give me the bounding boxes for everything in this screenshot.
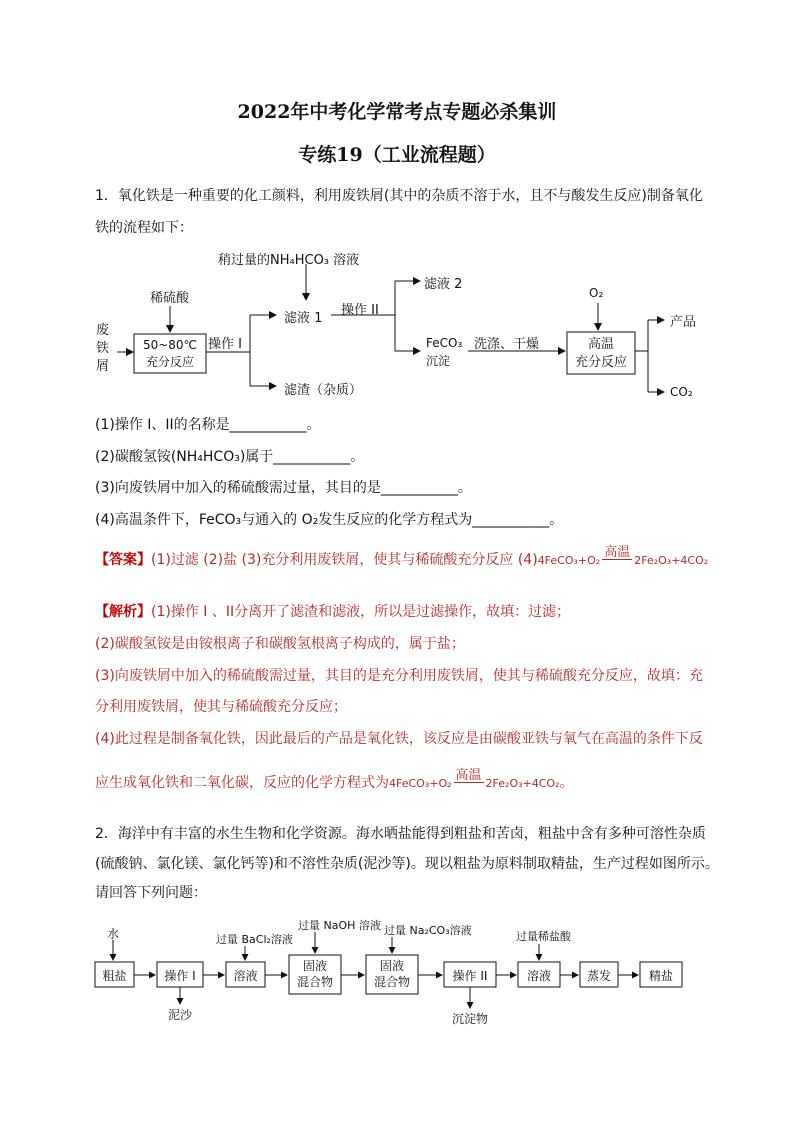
reagent-nh4hco3: 稍过量的NH₄HCO₃ 溶液 <box>218 253 360 268</box>
q1-sub-2: (2)碳酸氢铵(NH₄HCO₃)属于___________。 <box>95 449 365 465</box>
mud-label: 泥沙 <box>168 1008 193 1022</box>
mix2-label: 固液 混合物 <box>373 959 410 989</box>
q2-text-line3: 请回答下列问题： <box>95 885 207 901</box>
q1-sub-3: (3)向废铁屑中加入的稀硫酸需过量，其目的是___________。 <box>95 480 472 496</box>
hcl-label: 过量稀盐酸 <box>516 930 571 943</box>
q1-sub-1: (1)操作 I、II的名称是___________。 <box>95 417 321 433</box>
product-label: 产品 <box>670 315 697 330</box>
analysis-tag: 【解析】 <box>95 604 151 620</box>
q1-text-line2: 铁的流程如下： <box>95 220 193 236</box>
residue-label: 滤渣（杂质） <box>284 383 363 398</box>
analysis-line-4: 分利用废铁屑，使其与稀硫酸充分反应； <box>95 699 347 715</box>
q1-text-line1: 1．氧化铁是一种重要的化工颜料，利用废铁屑(其中的杂质不溶于水，且不与酸发生反应)制备氧化 <box>95 188 703 204</box>
q2-text-line1: 2．海洋中有丰富的水生生物和化学资源。海水晒盐能得到粗盐和苦卤，粗盐中含有多种可溶性杂质 <box>95 826 706 842</box>
water-label: 水 <box>107 927 120 941</box>
evaporate-label: 蒸发 <box>586 969 611 983</box>
waste-iron-label: 废 铁 屑 <box>96 323 110 374</box>
q1-sub-4: (4)高温条件下，FeCO₃与通入的 O₂发生反应的化学方程式为___________。 <box>95 512 564 528</box>
bacl2-label: 过量 BaCl₂溶液 <box>216 933 293 946</box>
analysis-equation-right: 2Fe₂O₃+4CO₂ <box>485 777 560 790</box>
mix1-label: 固液 混合物 <box>296 959 333 989</box>
analysis-line-2: (2)碳酸氢铵是由铵根离子和碳酸氢根离子构成的，属于盐； <box>95 636 465 652</box>
filtrate1-label: 滤液 1 <box>284 311 323 326</box>
page-title: 2022年中考化学常考点专题必杀集训 <box>237 101 557 123</box>
answer-equation-right: 2Fe₂O₃+4CO₂ <box>634 554 709 567</box>
analysis-equation-condition: 高温 <box>455 768 482 783</box>
answer-equation-left: 4FeCO₃+O₂ <box>537 554 601 567</box>
feco3-label: FeCO₃ 沉淀 <box>426 336 463 368</box>
page-subtitle: 专练19（工业流程题） <box>298 144 496 166</box>
o2-label: O₂ <box>589 286 604 300</box>
op1-label: 操作 I <box>208 337 242 352</box>
na2co3-label: 过量 Na₂CO₃溶液 <box>384 924 472 937</box>
answer-tag: 【答案】 <box>95 552 151 568</box>
op1-label-q2: 操作 I <box>164 969 196 983</box>
naoh-label: 过量 NaOH 溶液 <box>298 919 381 932</box>
crude-salt-label: 粗盐 <box>102 969 127 983</box>
reactor1-label: 50~80℃ 充分反应 <box>142 338 198 369</box>
solution2-label: 溶液 <box>526 969 551 983</box>
wash-dry-label: 洗涤、干燥 <box>474 337 540 352</box>
analysis-equation-left: 4FeCO₃+O₂ <box>389 777 452 790</box>
fine-salt-label: 精盐 <box>648 969 673 983</box>
answer-text: (1)过滤 (2)盐 (3)充分利用废铁屑，使其与稀硫酸充分反应 (4) <box>151 552 538 568</box>
filtrate2-label: 滤液 2 <box>424 277 463 292</box>
op2-label-q2: 操作 II <box>452 969 488 983</box>
reactor2-label: 高温 充分反应 <box>574 337 627 370</box>
precipitate-label: 沉淀物 <box>452 1012 489 1026</box>
co2-label: CO₂ <box>670 385 693 399</box>
op2-label: 操作 II <box>341 303 379 318</box>
q2-text-line2: (硫酸钠、氯化镁、氯化钙等)和不溶性杂质(泥沙等)。现以粗盐为原料制取精盐，生产过程如图所示。 <box>95 856 719 872</box>
analysis-line-1: 【解析】(1)操作 I 、II分离开了滤渣和滤液，所以是过滤操作，故填：过滤； <box>95 604 571 620</box>
dilute-acid-label: 稀硫酸 <box>150 291 190 306</box>
analysis-line-3: (3)向废铁屑中加入的稀硫酸需过量，其目的是充分利用废铁屑，使其与稀硫酸充分反应，故填：充 <box>95 668 703 684</box>
solution1-label: 溶液 <box>233 969 258 983</box>
answer-equation-condition: 高温 <box>604 545 631 560</box>
analysis-line-5: (4)此过程是制备氧化铁，因此最后的产品是氧化铁，该反应是由碳酸亚铁与氧气在高温的条件下反 <box>95 731 703 747</box>
analysis-line-6: 应生成氧化铁和二氧化碳，反应的化学方程式为4FeCO₃+O₂ 高温 2Fe₂O₃+4CO₂。 <box>95 768 574 791</box>
